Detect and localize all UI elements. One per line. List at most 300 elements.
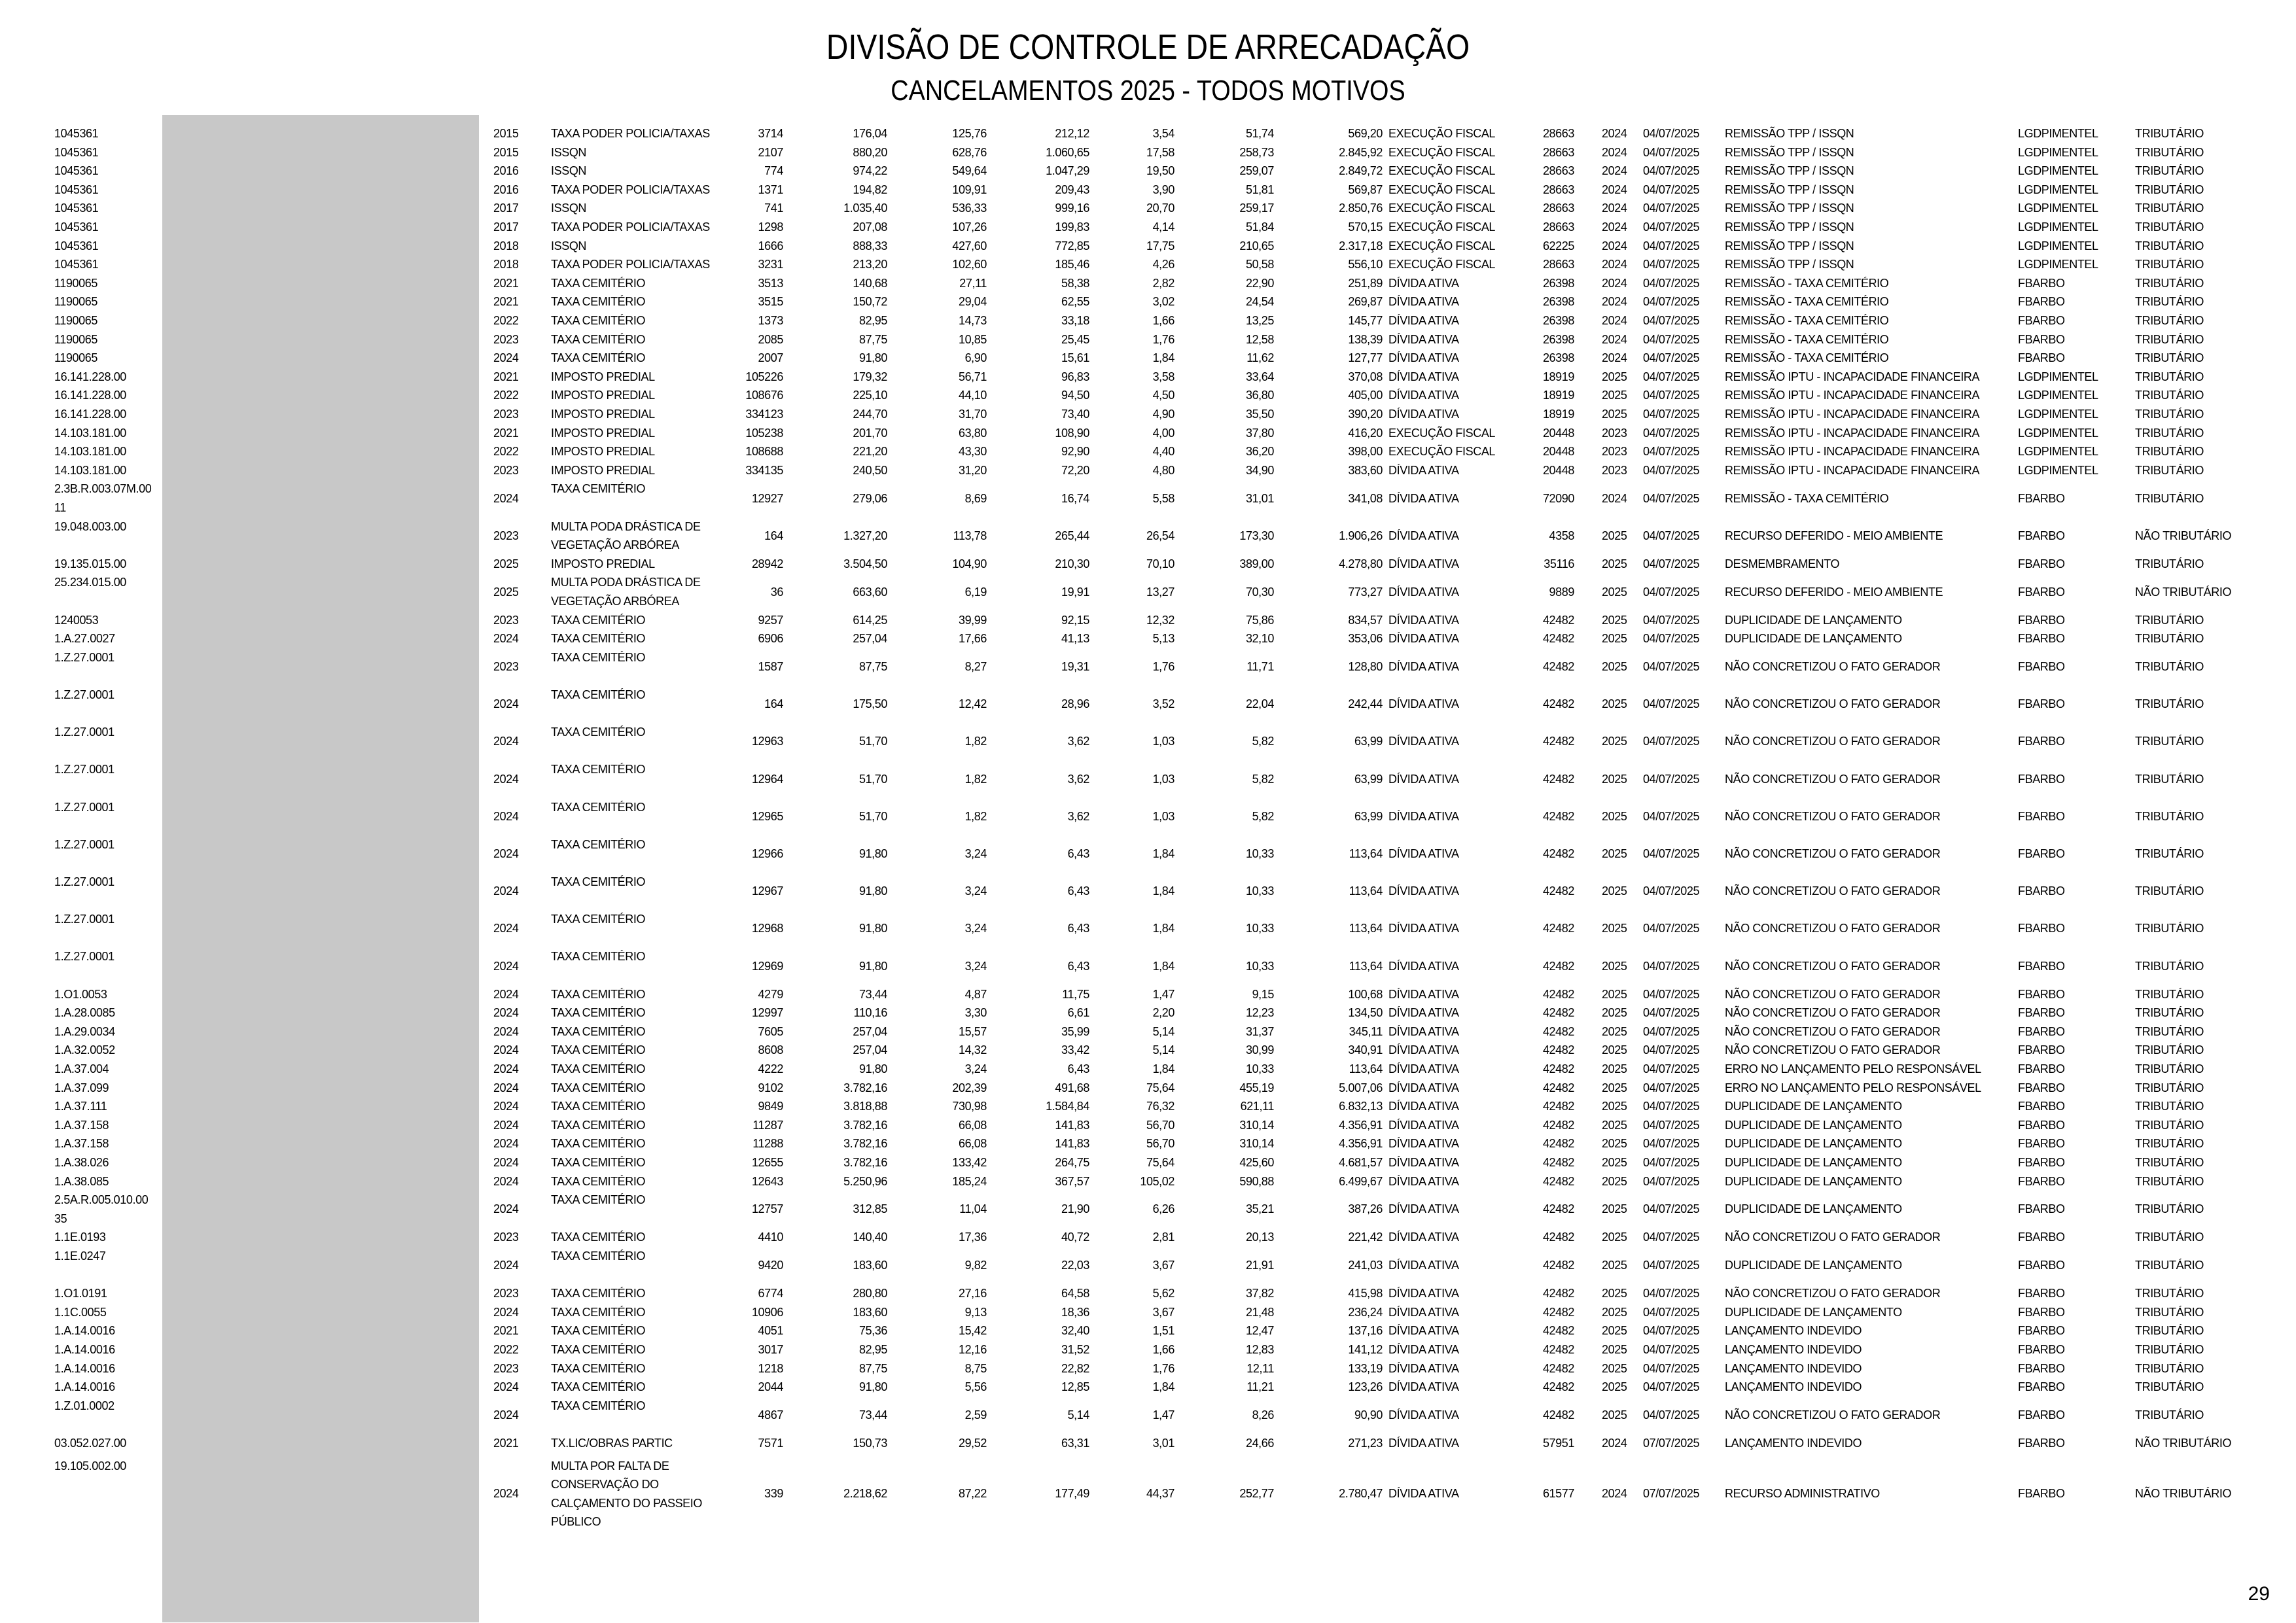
cell-situacao: DÍVIDA ATIVA — [1388, 314, 1459, 327]
cell-valor-juros: 19,31 — [1061, 660, 1089, 674]
cell-inscricao: 1.A.14.0016 — [54, 1343, 115, 1356]
cell-tipo: TRIBUTÁRIO — [2135, 847, 2204, 861]
cell-motivo: DUPLICIDADE DE LANÇAMENTO — [1725, 1100, 1902, 1113]
table-row — [0, 1134, 2296, 1153]
table-row — [0, 181, 2296, 200]
cell-exercicio: 2024 — [493, 772, 519, 786]
cell-valor-honorarios: 51,81 — [1245, 183, 1274, 196]
cell-valor-multa: 1,82 — [964, 735, 987, 748]
cell-situacao: DÍVIDA ATIVA — [1388, 1024, 1459, 1038]
cell-valor-total: 5.007,06 — [1339, 1081, 1383, 1094]
cell-motivo: NÃO CONCRETIZOU O FATO GERADOR — [1725, 1230, 1941, 1244]
cell-inscricao: 1045361 — [54, 183, 99, 196]
cell-codigo: 11288 — [752, 1137, 783, 1151]
cell-data: 04/07/2025 — [1643, 1287, 1700, 1300]
cell-inscricao: 1190065 — [54, 314, 97, 327]
cell-processo: 42482 — [1542, 1062, 1574, 1075]
cell-processo: 42482 — [1542, 1287, 1574, 1300]
cell-valor-multa: 43,30 — [958, 445, 987, 459]
cell-processo: 42482 — [1542, 884, 1574, 898]
cell-tipo: TRIBUTÁRIO — [2135, 183, 2204, 196]
cell-exercicio: 2023 — [493, 613, 519, 627]
table-row — [0, 1191, 2296, 1228]
cell-valor-juros: 40,72 — [1061, 1230, 1089, 1244]
cell-usuario: FBARBO — [2018, 1202, 2065, 1216]
cell-valor-correcao: 3,54 — [1152, 127, 1174, 140]
cell-valor-principal: 176,04 — [853, 127, 887, 140]
cell-data: 04/07/2025 — [1643, 1408, 1700, 1422]
cell-valor-total: 2.317,18 — [1339, 239, 1383, 253]
table-row — [0, 1378, 2296, 1397]
cell-tipo: TRIBUTÁRIO — [2135, 884, 2204, 898]
cell-motivo: NÃO CONCRETIZOU O FATO GERADOR — [1725, 772, 1941, 786]
cell-ano-processo: 2025 — [1602, 1202, 1627, 1216]
cell-valor-total: 6.499,67 — [1339, 1174, 1383, 1188]
table-row — [0, 330, 2296, 349]
cell-tributo: TAXA PODER POLICIA/TAXAS — [551, 183, 710, 196]
cell-valor-honorarios: 590,88 — [1239, 1174, 1274, 1188]
cell-usuario: FBARBO — [2018, 632, 2065, 646]
cell-exercicio: 2024 — [493, 1380, 519, 1394]
cell-inscricao: 1045361 — [54, 239, 99, 253]
cell-situacao: DÍVIDA ATIVA — [1388, 772, 1459, 786]
cell-tributo: TAXA CEMITÉRIO — [551, 688, 646, 701]
cell-codigo: 36 — [770, 585, 783, 599]
table-row — [0, 1359, 2296, 1378]
cell-ano-processo: 2025 — [1602, 1174, 1627, 1188]
cell-tributo: IMPOSTO PREDIAL — [551, 408, 655, 421]
cell-motivo: DUPLICIDADE DE LANÇAMENTO — [1725, 1118, 1902, 1132]
cell-valor-correcao: 70,10 — [1146, 557, 1174, 570]
cell-inscricao: 19.105.002.00 — [54, 1459, 126, 1473]
cell-valor-juros: 62,55 — [1061, 295, 1089, 309]
cell-inscricao: 1190065 — [54, 276, 97, 290]
cell-tipo: TRIBUTÁRIO — [2135, 1361, 2204, 1375]
cell-valor-juros: 108,90 — [1055, 426, 1089, 440]
cell-motivo: REMISSÃO IPTU - INCAPACIDADE FINANCEIRA — [1725, 463, 1980, 477]
cell-valor-multa: 125,76 — [952, 127, 987, 140]
cell-inscricao: 1045361 — [54, 164, 99, 178]
cell-tipo: TRIBUTÁRIO — [2135, 660, 2204, 674]
cell-exercicio: 2023 — [493, 1361, 519, 1375]
table-row — [0, 573, 2296, 610]
cell-tipo: TRIBUTÁRIO — [2135, 1230, 2204, 1244]
cell-processo: 28663 — [1542, 164, 1574, 178]
cell-codigo: 8608 — [758, 1043, 783, 1057]
cell-processo: 35116 — [1544, 557, 1574, 570]
cell-valor-total: 269,87 — [1348, 295, 1383, 309]
cell-valor-multa: 109,91 — [952, 183, 987, 196]
cell-valor-honorarios: 32,10 — [1245, 632, 1274, 646]
cell-valor-multa: 549,64 — [952, 164, 987, 178]
cell-processo: 26398 — [1542, 332, 1574, 346]
cell-processo: 42482 — [1542, 735, 1574, 748]
cell-motivo: RECURSO ADMINISTRATIVO — [1725, 1487, 1880, 1501]
cell-valor-correcao: 13,27 — [1146, 585, 1174, 599]
cell-inscricao: 1.A.37.158 — [54, 1137, 109, 1151]
cell-valor-multa: 107,26 — [952, 220, 987, 234]
cell-valor-honorarios: 425,60 — [1239, 1156, 1274, 1169]
cell-valor-juros: 16,74 — [1061, 491, 1089, 505]
cell-usuario: LGDPIMENTEL — [2018, 426, 2098, 440]
cell-valor-honorarios: 30,99 — [1245, 1043, 1274, 1057]
cell-situacao: DÍVIDA ATIVA — [1388, 1230, 1459, 1244]
cell-valor-juros: 31,52 — [1061, 1343, 1089, 1356]
cell-codigo: 28942 — [751, 557, 783, 570]
cell-valor-principal: 213,20 — [853, 258, 887, 271]
cell-codigo: 108688 — [745, 445, 783, 459]
cell-data: 04/07/2025 — [1643, 1156, 1700, 1169]
cell-tipo: TRIBUTÁRIO — [2135, 1174, 2204, 1188]
cell-valor-total: 133,19 — [1348, 1361, 1383, 1375]
cell-data: 04/07/2025 — [1643, 1174, 1700, 1188]
cell-valor-juros: 6,43 — [1067, 959, 1089, 973]
cell-ano-processo: 2024 — [1602, 127, 1627, 140]
cell-valor-correcao: 1,84 — [1152, 959, 1174, 973]
cell-valor-honorarios: 33,64 — [1245, 370, 1274, 383]
cell-motivo: DUPLICIDADE DE LANÇAMENTO — [1725, 1305, 1902, 1319]
cell-tipo: TRIBUTÁRIO — [2135, 1408, 2204, 1422]
cell-ano-processo: 2025 — [1602, 1324, 1627, 1338]
cell-ano-processo: 2025 — [1602, 809, 1627, 823]
cell-exercicio: 2021 — [493, 1324, 519, 1338]
cell-inscricao: 1.Z.27.0001 — [54, 913, 115, 926]
cell-data: 04/07/2025 — [1643, 660, 1700, 674]
cell-data: 04/07/2025 — [1643, 735, 1700, 748]
cell-ano-processo: 2024 — [1602, 201, 1627, 215]
cell-valor-principal: 2.218,62 — [843, 1487, 887, 1501]
cell-valor-juros: 367,57 — [1055, 1174, 1089, 1188]
cell-tributo: TAXA CEMITÉRIO — [551, 1062, 646, 1075]
cell-tributo: TAXA CEMITÉRIO — [551, 276, 646, 290]
cell-usuario: FBARBO — [2018, 1137, 2065, 1151]
cell-motivo: REMISSÃO TPP / ISSQN — [1725, 220, 1854, 234]
table-row — [0, 1303, 2296, 1322]
cell-valor-correcao: 1,03 — [1152, 735, 1174, 748]
cell-valor-principal: 183,60 — [853, 1305, 887, 1319]
table-row — [0, 760, 2296, 797]
cell-motivo: RECURSO DEFERIDO - MEIO AMBIENTE — [1725, 529, 1943, 542]
cell-codigo: 339 — [764, 1487, 783, 1501]
cell-processo: 26398 — [1542, 351, 1574, 365]
cell-usuario: FBARBO — [2018, 1230, 2065, 1244]
cell-tributo: TAXA CEMITÉRIO — [551, 1305, 646, 1319]
cell-tipo: TRIBUTÁRIO — [2135, 1024, 2204, 1038]
cell-valor-honorarios: 51,84 — [1245, 220, 1274, 234]
cell-valor-multa: 39,99 — [958, 613, 987, 627]
cell-valor-juros: 210,30 — [1055, 557, 1089, 570]
cell-valor-principal: 244,70 — [853, 408, 887, 421]
cell-valor-principal: 91,80 — [858, 922, 887, 935]
cell-valor-juros: 15,61 — [1061, 351, 1089, 365]
cell-situacao: DÍVIDA ATIVA — [1388, 987, 1459, 1001]
cell-valor-principal: 3.782,16 — [843, 1081, 887, 1094]
cell-tipo: TRIBUTÁRIO — [2135, 1324, 2204, 1338]
cell-ano-processo: 2025 — [1602, 1380, 1627, 1394]
cell-valor-correcao: 1,84 — [1152, 1380, 1174, 1394]
cell-valor-multa: 27,11 — [959, 276, 987, 290]
cell-tributo: TAXA CEMITÉRIO — [551, 1174, 646, 1188]
cell-valor-total: 90,90 — [1354, 1408, 1383, 1422]
cell-tributo: TAXA CEMITÉRIO — [551, 1137, 646, 1151]
cell-valor-correcao: 3,58 — [1152, 370, 1174, 383]
cell-valor-multa: 4,87 — [964, 987, 987, 1001]
cell-valor-total: 569,20 — [1348, 127, 1383, 140]
cell-valor-multa: 12,16 — [958, 1343, 987, 1356]
cell-situacao: DÍVIDA ATIVA — [1388, 557, 1459, 570]
cell-exercicio: 2024 — [493, 351, 519, 365]
cell-tributo: TAXA PODER POLICIA/TAXAS — [551, 258, 710, 271]
page-number: 29 — [2248, 1583, 2270, 1605]
cell-codigo: 12967 — [751, 884, 783, 898]
cell-ano-processo: 2025 — [1602, 370, 1627, 383]
cell-exercicio: 2024 — [493, 1062, 519, 1075]
cell-valor-principal: 82,95 — [858, 1343, 887, 1356]
table-row — [0, 629, 2296, 648]
cell-usuario: LGDPIMENTEL — [2018, 239, 2098, 253]
cell-valor-honorarios: 5,82 — [1252, 809, 1274, 823]
cell-valor-correcao: 56,70 — [1146, 1118, 1174, 1132]
cell-valor-juros: 25,45 — [1061, 332, 1089, 346]
cell-valor-principal: 91,80 — [858, 1380, 887, 1394]
cell-usuario: FBARBO — [2018, 1343, 2065, 1356]
cell-inscricao: 1.A.28.0085 — [54, 1006, 115, 1020]
cell-exercicio: 2024 — [493, 1487, 519, 1501]
cell-tipo: TRIBUTÁRIO — [2135, 370, 2204, 383]
cell-processo: 42482 — [1542, 1259, 1574, 1272]
cell-codigo: 4051 — [758, 1324, 783, 1338]
cell-processo: 42482 — [1542, 1361, 1574, 1375]
cell-valor-correcao: 6,26 — [1152, 1202, 1174, 1216]
cell-exercicio: 2022 — [493, 445, 519, 459]
cell-exercicio: 2025 — [493, 585, 519, 599]
cell-tributo: IMPOSTO PREDIAL — [551, 463, 655, 477]
cell-tributo: TAXA CEMITÉRIO — [551, 725, 646, 739]
cell-valor-honorarios: 455,19 — [1239, 1081, 1274, 1094]
cell-inscricao: 1.Z.27.0001 — [54, 725, 115, 739]
cell-tipo: TRIBUTÁRIO — [2135, 145, 2204, 159]
cell-situacao: EXECUÇÃO FISCAL — [1388, 239, 1496, 253]
cell-valor-honorarios: 35,50 — [1245, 408, 1274, 421]
cell-situacao: DÍVIDA ATIVA — [1388, 847, 1459, 861]
cell-processo: 26398 — [1542, 276, 1574, 290]
cell-usuario: FBARBO — [2018, 697, 2065, 711]
cell-valor-total: 141,12 — [1348, 1343, 1383, 1356]
cell-exercicio: 2024 — [493, 1408, 519, 1422]
cell-valor-multa: 9,13 — [964, 1305, 987, 1319]
cell-valor-juros: 21,90 — [1061, 1202, 1089, 1216]
cell-valor-principal: 3.818,88 — [843, 1100, 887, 1113]
cell-motivo: DUPLICIDADE DE LANÇAMENTO — [1725, 1137, 1902, 1151]
cell-data: 04/07/2025 — [1643, 1118, 1700, 1132]
cell-valor-juros: 73,40 — [1061, 408, 1089, 421]
cell-valor-multa: 15,57 — [958, 1024, 987, 1038]
cell-codigo: 6774 — [758, 1287, 783, 1300]
cell-valor-principal: 257,04 — [853, 1024, 887, 1038]
cell-situacao: DÍVIDA ATIVA — [1388, 585, 1459, 599]
cell-motivo: NÃO CONCRETIZOU O FATO GERADOR — [1725, 1024, 1941, 1038]
cell-inscricao: 1.Z.27.0001 — [54, 875, 115, 888]
table-row — [0, 517, 2296, 555]
cell-inscricao: 1.Z.27.0001 — [54, 800, 115, 814]
cell-valor-multa: 27,16 — [958, 1287, 987, 1300]
cell-ano-processo: 2025 — [1602, 1062, 1627, 1075]
cell-inscricao: 14.103.181.00 — [54, 463, 126, 477]
cell-data: 04/07/2025 — [1643, 1361, 1700, 1375]
cell-valor-correcao: 1,47 — [1152, 987, 1174, 1001]
cell-tipo: TRIBUTÁRIO — [2135, 426, 2204, 440]
cell-ano-processo: 2025 — [1602, 1081, 1627, 1094]
cell-motivo: NÃO CONCRETIZOU O FATO GERADOR — [1725, 1043, 1941, 1057]
cell-valor-total: 137,16 — [1348, 1324, 1383, 1338]
cell-valor-principal: 280,80 — [853, 1287, 887, 1300]
cell-tributo: TAXA CEMITÉRIO — [551, 763, 646, 777]
cell-data: 04/07/2025 — [1643, 959, 1700, 973]
cell-motivo: NÃO CONCRETIZOU O FATO GERADOR — [1725, 697, 1941, 711]
cell-data: 04/07/2025 — [1643, 1259, 1700, 1272]
cell-processo: 26398 — [1542, 295, 1574, 309]
cell-valor-total: 100,68 — [1348, 987, 1383, 1001]
cell-situacao: DÍVIDA ATIVA — [1388, 370, 1459, 383]
cell-tipo: TRIBUTÁRIO — [2135, 1305, 2204, 1319]
cell-valor-multa: 133,42 — [952, 1156, 987, 1169]
cell-processo: 28663 — [1542, 145, 1574, 159]
cell-valor-multa: 2,59 — [964, 1408, 987, 1422]
cell-motivo: DUPLICIDADE DE LANÇAMENTO — [1725, 1156, 1902, 1169]
cell-usuario: LGDPIMENTEL — [2018, 445, 2098, 459]
cell-processo: 28663 — [1542, 183, 1574, 196]
cell-tributo: TAXA CEMITÉRIO — [551, 482, 646, 496]
cell-usuario: LGDPIMENTEL — [2018, 127, 2098, 140]
cell-valor-total: 2.850,76 — [1339, 201, 1383, 215]
cell-usuario: FBARBO — [2018, 1437, 2065, 1450]
cell-valor-honorarios: 259,17 — [1239, 201, 1274, 215]
cell-processo: 42482 — [1542, 1156, 1574, 1169]
cell-valor-honorarios: 75,86 — [1245, 613, 1274, 627]
cell-tributo: TAXA CEMITÉRIO — [551, 1361, 646, 1375]
cell-valor-honorarios: 34,90 — [1245, 463, 1274, 477]
cell-valor-juros: 6,43 — [1067, 847, 1089, 861]
table-row — [0, 1041, 2296, 1060]
cell-valor-correcao: 75,64 — [1146, 1081, 1174, 1094]
cell-ano-processo: 2025 — [1602, 1343, 1627, 1356]
cell-situacao: DÍVIDA ATIVA — [1388, 1062, 1459, 1075]
cell-motivo: NÃO CONCRETIZOU O FATO GERADOR — [1725, 660, 1941, 674]
cell-inscricao: 1045361 — [54, 127, 99, 140]
cell-valor-total: 345,11 — [1349, 1024, 1383, 1038]
cell-valor-principal: 5.250,96 — [843, 1174, 887, 1188]
cell-ano-processo: 2025 — [1602, 1361, 1627, 1375]
cell-tipo: TRIBUTÁRIO — [2135, 922, 2204, 935]
cell-valor-total: 2.780,47 — [1339, 1487, 1383, 1501]
cell-inscricao: 2.5A.R.005.010.00 35 — [54, 1193, 149, 1225]
cell-valor-correcao: 3,01 — [1152, 1437, 1174, 1450]
cell-tipo: TRIBUTÁRIO — [2135, 987, 2204, 1001]
cell-data: 04/07/2025 — [1643, 1024, 1700, 1038]
cell-valor-multa: 44,10 — [958, 389, 987, 402]
table-row — [0, 218, 2296, 237]
cell-usuario: FBARBO — [2018, 1156, 2065, 1169]
cell-situacao: DÍVIDA ATIVA — [1388, 1437, 1459, 1450]
cell-tributo: IMPOSTO PREDIAL — [551, 557, 655, 570]
cell-inscricao: 1.A.37.099 — [54, 1081, 109, 1094]
cell-situacao: DÍVIDA ATIVA — [1388, 276, 1459, 290]
cell-situacao: DÍVIDA ATIVA — [1388, 1100, 1459, 1113]
cell-exercicio: 2023 — [493, 660, 519, 674]
cell-valor-total: 63,99 — [1354, 772, 1383, 786]
cell-inscricao: 1.A.27.0027 — [54, 632, 115, 646]
cell-situacao: DÍVIDA ATIVA — [1388, 1408, 1459, 1422]
cell-valor-total: 834,57 — [1348, 613, 1383, 627]
table-row — [0, 386, 2296, 405]
cell-processo: 42482 — [1542, 1202, 1574, 1216]
cell-tipo: TRIBUTÁRIO — [2135, 201, 2204, 215]
cell-valor-multa: 113,78 — [953, 529, 987, 542]
cell-data: 04/07/2025 — [1643, 463, 1700, 477]
cell-codigo: 9420 — [758, 1259, 783, 1272]
cell-valor-total: 415,98 — [1348, 1287, 1383, 1300]
cell-exercicio: 2024 — [493, 632, 519, 646]
cell-inscricao: 1.A.37.158 — [54, 1118, 109, 1132]
cell-valor-total: 127,77 — [1348, 351, 1383, 365]
cell-valor-juros: 999,16 — [1055, 201, 1089, 215]
cell-usuario: FBARBO — [2018, 922, 2065, 935]
cell-data: 04/07/2025 — [1643, 220, 1700, 234]
table-row — [0, 555, 2296, 574]
cell-valor-principal: 82,95 — [858, 314, 887, 327]
cell-ano-processo: 2024 — [1602, 145, 1627, 159]
cell-valor-honorarios: 11,21 — [1246, 1380, 1274, 1394]
cell-valor-correcao: 1,76 — [1152, 332, 1174, 346]
cell-processo: 42482 — [1542, 1343, 1574, 1356]
cell-valor-multa: 6,19 — [964, 585, 987, 599]
cell-ano-processo: 2025 — [1602, 987, 1627, 1001]
cell-tipo: NÃO TRIBUTÁRIO — [2135, 585, 2232, 599]
cell-data: 04/07/2025 — [1643, 295, 1700, 309]
cell-codigo: 7571 — [758, 1437, 783, 1450]
cell-ano-processo: 2024 — [1602, 276, 1627, 290]
cell-valor-principal: 1.327,20 — [843, 529, 887, 542]
cell-data: 04/07/2025 — [1643, 557, 1700, 570]
cell-motivo: REMISSÃO IPTU - INCAPACIDADE FINANCEIRA — [1725, 389, 1980, 402]
table-row — [0, 405, 2296, 424]
cell-motivo: REMISSÃO TPP / ISSQN — [1725, 201, 1854, 215]
cell-exercicio: 2024 — [493, 1100, 519, 1113]
cell-ano-processo: 2025 — [1602, 557, 1627, 570]
cell-valor-juros: 3,62 — [1067, 809, 1089, 823]
cell-valor-total: 63,99 — [1354, 809, 1383, 823]
cell-exercicio: 2015 — [493, 127, 519, 140]
cell-tipo: TRIBUTÁRIO — [2135, 445, 2204, 459]
cell-tributo: MULTA POR FALTA DE CONSERVAÇÃO DO CALÇAMENTO DO PASSEIO PÚBLICO — [551, 1459, 702, 1529]
table-row — [0, 368, 2296, 387]
cell-ano-processo: 2025 — [1602, 632, 1627, 646]
cell-data: 04/07/2025 — [1643, 370, 1700, 383]
cell-usuario: FBARBO — [2018, 884, 2065, 898]
cell-data: 04/07/2025 — [1643, 1081, 1700, 1094]
cell-valor-juros: 3,62 — [1067, 772, 1089, 786]
cell-valor-honorarios: 36,20 — [1245, 445, 1274, 459]
cell-valor-multa: 87,22 — [958, 1487, 987, 1501]
cell-exercicio: 2024 — [493, 1202, 519, 1216]
cell-processo: 26398 — [1542, 314, 1574, 327]
page-title: DIVISÃO DE CONTROLE DE ARRECADAÇÃO — [826, 27, 1470, 67]
cell-tipo: NÃO TRIBUTÁRIO — [2135, 1437, 2232, 1450]
cell-situacao: DÍVIDA ATIVA — [1388, 1043, 1459, 1057]
cell-valor-total: 113,64 — [1349, 847, 1383, 861]
cell-tributo: MULTA PODA DRÁSTICA DE VEGETAÇÃO ARBÓREA — [551, 576, 701, 608]
table-row — [0, 124, 2296, 143]
